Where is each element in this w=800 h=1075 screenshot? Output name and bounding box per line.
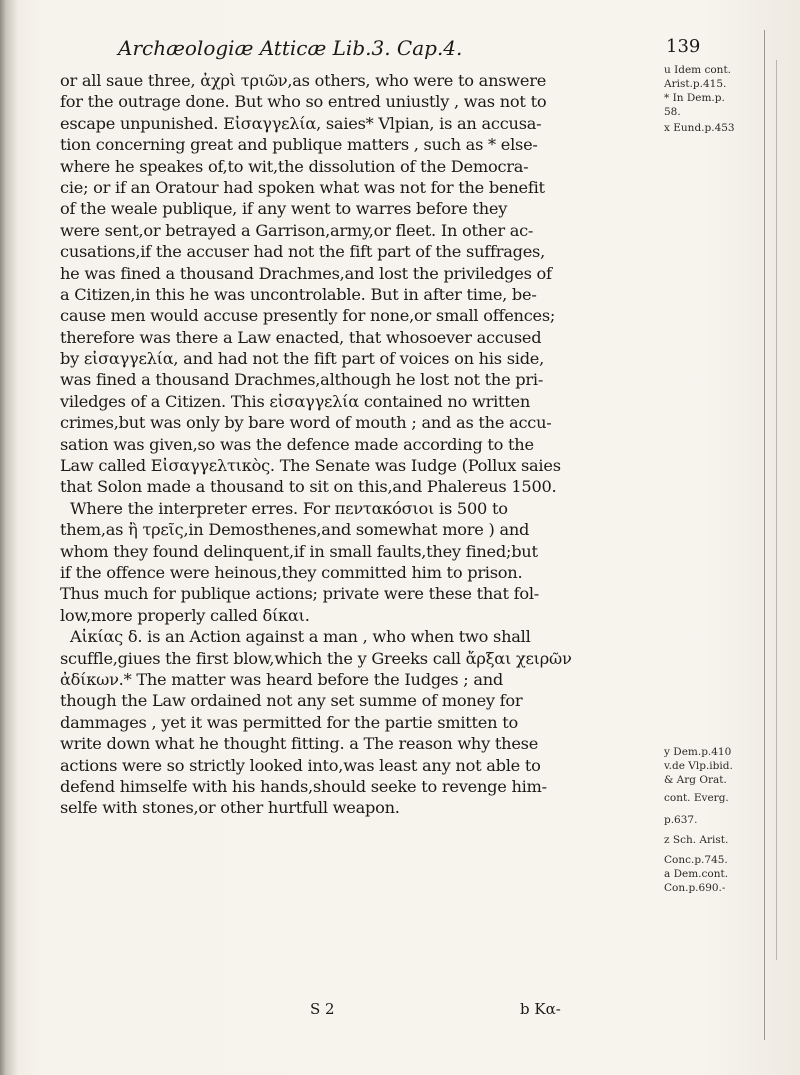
text-line: he was fined a thousand Drachmes,and lost the priviledges of xyxy=(60,263,552,283)
text-line: ἀδίκων.* The matter was heard before the Iudges ; and xyxy=(60,669,504,689)
page-header xyxy=(118,34,718,62)
margin-note: p.637. xyxy=(664,814,698,826)
margin-note: 58. xyxy=(664,106,681,118)
page-number: 139 xyxy=(666,36,701,57)
text-line: scuffle,giues the first blow,which the y Greeks call ἄρξαι χειρῶν xyxy=(60,648,572,668)
margin-note: u Idem cont. xyxy=(664,64,731,76)
margin-note: a Dem.cont. xyxy=(664,868,729,880)
text-line: though the Law ordained not any set summe of money for xyxy=(60,691,523,711)
binding-shadow xyxy=(0,0,18,1075)
text-line: a Citizen,in this he was uncontrolable. But in after time, be- xyxy=(60,284,537,304)
margin-note: * In Dem.p. xyxy=(664,92,725,104)
text-line: cause men would accuse presently for none,or small offences; xyxy=(60,306,556,326)
text-line: of the weale publique, if any went to warres before they xyxy=(60,199,508,219)
text-line: escape unpunished. Εἰσαγγελία, saies* Vlpian, is an accusa- xyxy=(60,113,542,133)
text-line: them,as ἢ τρεῖς,in Demosthenes,and somewhat more ) and xyxy=(60,520,530,540)
text-line: whom they found delinquent,if in small faults,they fined;but xyxy=(60,541,538,561)
margin-note: Arist.p.415. xyxy=(664,78,727,90)
margin-note: & Arg Orat. xyxy=(664,774,727,786)
margin-note: Con.p.690.- xyxy=(664,882,726,894)
text-line: low,more properly called δίκαι. xyxy=(60,605,310,625)
text-line: was fined a thousand Drachmes,although he lost not the pri- xyxy=(60,370,544,390)
page-edge-rule-inner xyxy=(776,60,777,960)
main-text-block xyxy=(60,70,658,819)
margin-note: cont. Everg. xyxy=(664,792,729,804)
text-line: where he speakes of,to wit,the dissolution of the Democra- xyxy=(60,156,529,176)
margin-note: z Sch. Arist. xyxy=(664,834,729,846)
margin-note: x Eund.p.453 xyxy=(664,122,735,134)
text-line: actions were so strictly looked into,was least any not able to xyxy=(60,755,541,775)
signature-mark: S 2 xyxy=(310,1000,335,1018)
page-edge-rule xyxy=(764,30,765,1040)
text-line: that Solon made a thousand to sit on this,and Phalereus 1500. xyxy=(60,477,557,497)
text-line: Thus much for publique actions; private were these that fol- xyxy=(60,584,539,604)
text-line: therefore was there a Law enacted, that whosoever accused xyxy=(60,327,542,347)
text-line: tion concerning great and publique matters , such as * else- xyxy=(60,135,538,155)
text-line: for the outrage done. But who so entred uniustly , was not to xyxy=(60,92,547,112)
text-line: write down what he thought fitting. a The reason why these xyxy=(60,734,539,754)
text-line: sation was given,so was the defence made according to the xyxy=(60,434,534,454)
text-line: Law called Εἰσαγγελτικὸς. The Senate was Iudge (Pollux saies xyxy=(60,456,561,476)
text-line: dammages , yet it was permitted for the partie smitten to xyxy=(60,712,518,732)
text-line: viledges of a Citizen. This εἰσαγγελία contained no written xyxy=(60,391,531,411)
text-line: by εἰσαγγελία, and had not the fift part of voices on his side, xyxy=(60,349,545,369)
catchword: b Κα- xyxy=(520,1000,561,1018)
text-line: Αἰκίας δ. is an Action against a man , who when two shall xyxy=(70,627,531,647)
running-title: Archæologiæ Atticæ Lib.3. Cap.4. xyxy=(118,36,463,60)
margin-note: Conc.p.745. xyxy=(664,854,728,866)
text-line: if the offence were heinous,they committed him to prison. xyxy=(60,562,523,582)
text-line: Where the interpreter erres. For πεντακόσιοι is 500 to xyxy=(70,498,508,518)
text-line: or all saue three, ἀχρὶ τριῶν,as others, who were to answere xyxy=(60,71,547,90)
text-line: cusations,if the accuser had not the fift part of the suffrages, xyxy=(60,242,546,262)
text-line: defend himselfe with his hands,should seeke to revenge him- xyxy=(60,776,547,796)
text-line: selfe with stones,or other hurtfull weapon. xyxy=(60,798,400,818)
margin-note: v.de Vlp.ibid. xyxy=(664,760,733,772)
text-line: cie; or if an Oratour had spoken what was not for the benefit xyxy=(60,177,545,197)
text-line: were sent,or betrayed a Garrison,army,or fleet. In other ac- xyxy=(60,220,534,240)
text-line: crimes,but was only by bare word of mouth ; and as the accu- xyxy=(60,413,552,433)
margin-note: y Dem.p.410 xyxy=(664,746,732,758)
